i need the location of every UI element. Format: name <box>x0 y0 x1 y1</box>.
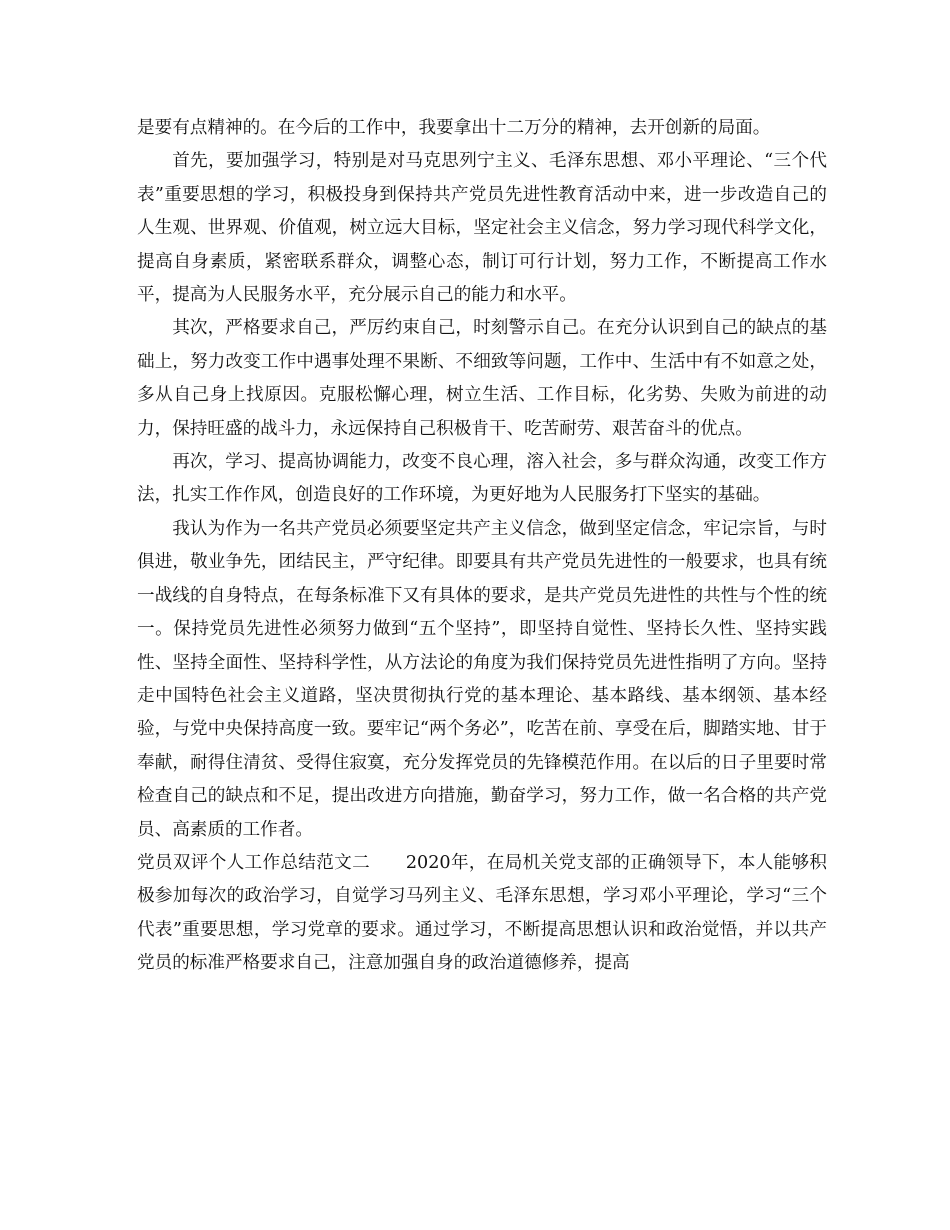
paragraph-sample-two: 党员双评个人工作总结范文二 2020年，在局机关党支部的正确领导下，本人能够积极参加每次的政治学习，自觉学习马列主义、毛泽东思想，学习邓小平理论，学习“三个代表”重要思想，学习党章的要求。通过学习，不断提高思想认识和政治觉悟，并以共产党员的标准严格要求自己，注意加强自身的政治道德修养，提高 <box>137 852 827 974</box>
paragraph-second: 其次，严格要求自己，严厉约束自己，时刻警示自己。在充分认识到自己的缺点的基础上，努力改变工作中遇事处理不果断、不细致等问题，工作中、生活中有不如意之处，多从自己身上找原因。克服松懈心理，树立生活、工作目标，化劣势、失败为前进的动力，保持旺盛的战斗力，永远保持自己积极肯干、吃苦耐劳、艰苦奋斗的优点。 <box>137 318 827 439</box>
paragraph-conviction: 我认为作为一名共产党员必须要坚定共产主义信念，做到坚定信念，牢记宗旨，与时俱进，敬业争先，团结民主，严守纪律。即要具有共产党员先进性的一般要求，也具有统一战线的自身特点，在每条标准下又有具体的要求，是共产党员先进性的共性与个性的统一。保持党员先进性必须努力做到“五个坚持”，即坚持自觉性、坚持长久性、坚持实践性、坚持全面性、坚持科学性，从方法论的角度为我们保持党员先进性指明了方向。坚持走中国特色社会主义道路，坚决贯彻执行党的基本理论、基本路线、基本纲领、基本经验，与党中央保持高度一致。要牢记“两个务必”，吃苦在前、享受在后，脚踏实地、甘于奉献，耐得住清贫、受得住寂寞，充分发挥党员的先锋模范作用。在以后的日子里要时常检查自己的缺点和不足，提出改进方向措施，勤奋学习，努力工作，做一名合格的共产党员、高素质的工作者。 <box>137 518 827 840</box>
paragraph-third: 再次，学习、提高协调能力，改变不良心理，溶入社会，多与群众沟通，改变工作方法，扎实工作作风，创造良好的工作环境，为更好地为人民服务打下坚实的基础。 <box>137 452 827 506</box>
paragraph-continuation: 是要有点精神的。在今后的工作中，我要拿出十二万分的精神，去开创新的局面。 <box>137 118 771 138</box>
paragraph-first: 首先，要加强学习，特别是对马克思列宁主义、毛泽东思想、邓小平理论、“三个代表”重要思想的学习，积极投身到保持共产党员先进性教育活动中来，进一步改造自己的人生观、世界观、价值观，树立远大目标，坚定社会主义信念，努力学习现代科学文化，提高自身素质，紧密联系群众，调整心态，制订可行计划，努力工作，不断提高工作水平，提高为人民服务水平，充分展示自己的能力和水平。 <box>137 151 827 306</box>
document-body <box>137 112 827 981</box>
